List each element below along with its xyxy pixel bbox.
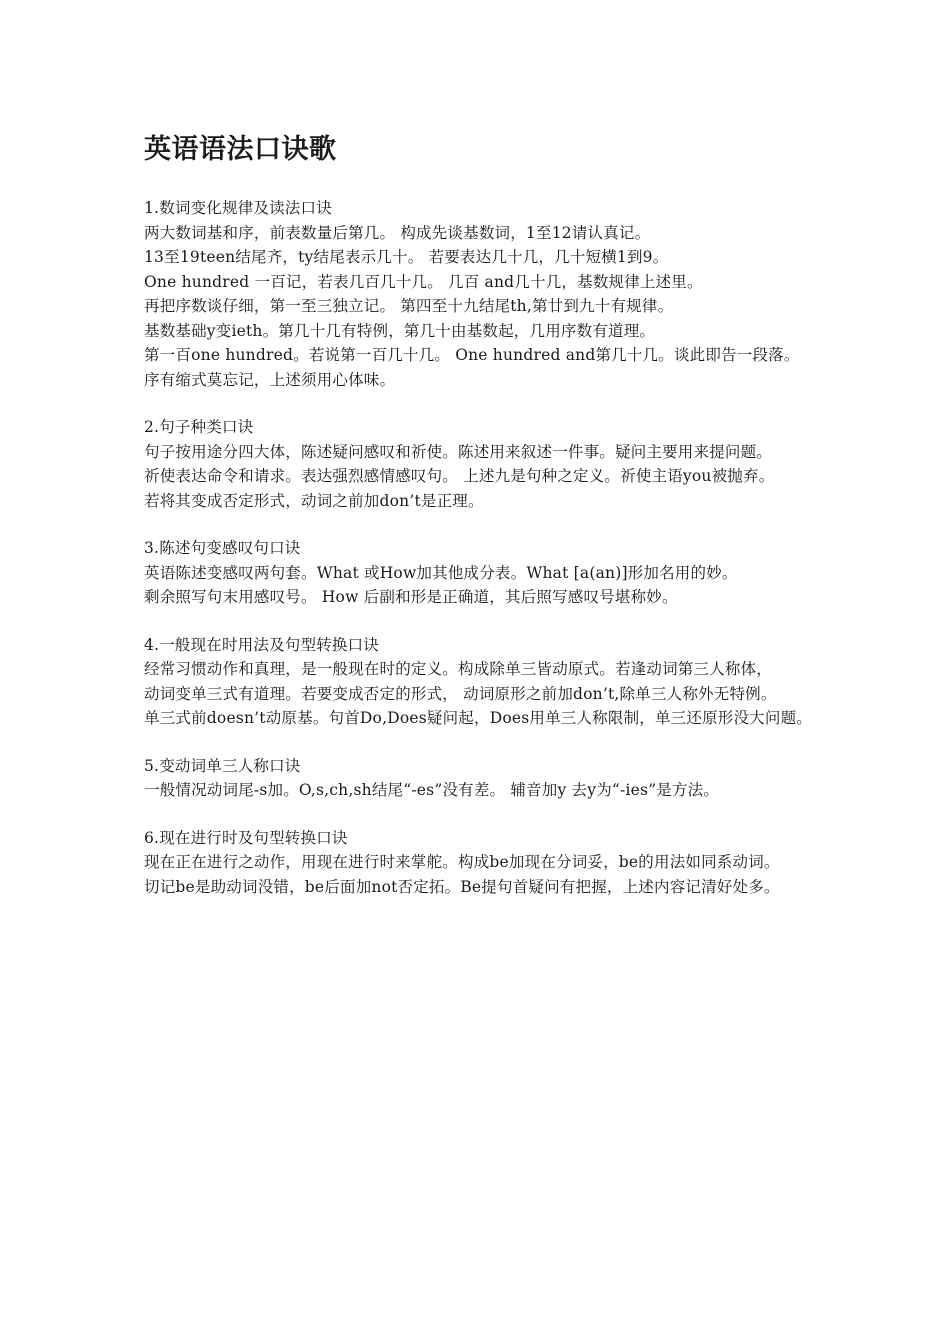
text-line: 英语陈述变感叹两句套。What 或How加其他成分表。What [a(an)]形加名用的妙。 bbox=[144, 563, 738, 582]
section-numerals bbox=[144, 196, 824, 392]
section-third-person bbox=[144, 754, 824, 803]
section-present-continuous bbox=[144, 826, 824, 900]
text-line: 单三式前doesn’t动原基。句首Do,Does疑问起，Does用单三人称限制，单三还原形没大问题。 bbox=[144, 709, 812, 727]
text-line: 再把序数谈仔细，第一至三独立记。 第四至十九结尾th,第廿到九十有规律。 bbox=[144, 297, 674, 315]
section-heading: 6.现在进行时及句型转换口诀 bbox=[144, 828, 348, 847]
text-line: 祈使表达命令和请求。表达强烈感情感叹句。 上述九是句种之定义。祈使主语you被抛弃。 bbox=[144, 467, 775, 485]
section-heading: 5.变动词单三人称口诀 bbox=[144, 756, 301, 775]
section-simple-present bbox=[144, 633, 824, 731]
document-page bbox=[144, 132, 824, 922]
text-line: 两大数词基和序，前表数量后第几。 构成先谈基数词，1至12请认真记。 bbox=[144, 223, 651, 242]
text-line: 一般情况动词尾-s加。O,s,ch,sh结尾“-es”没有差。 辅音加y 去y为“-ies”是方法。 bbox=[144, 781, 720, 799]
section-heading: 3.陈述句变感叹句口诀 bbox=[144, 539, 301, 557]
text-line: 现在正在进行之动作，用现在进行时来掌舵。构成be加现在分词妥，be的用法如同系动词。 bbox=[144, 853, 780, 871]
text-line: 句子按用途分四大体，陈述疑问感叹和祈使。陈述用来叙述一件事。疑问主要用来提问题。 bbox=[144, 442, 773, 461]
section-heading: 2.句子种类口诀 bbox=[144, 418, 254, 436]
section-heading: 1.数词变化规律及读法口诀 bbox=[144, 199, 332, 217]
text-line: 动词变单三式有道理。若要变成否定的形式， 动词原形之前加don’t,除单三人称外无特例。 bbox=[144, 684, 777, 703]
section-heading: 4.一般现在时用法及句型转换口诀 bbox=[144, 635, 379, 654]
text-line: 切记be是助动词没错，be后面加not否定拓。Be提句首疑问有把握，上述内容记清好处多。 bbox=[144, 877, 780, 896]
text-line: 剩余照写句末用感叹号。 How 后副和形是正确道，其后照写感叹号堪称妙。 bbox=[144, 588, 678, 606]
text-line: 13至19teen结尾齐，ty结尾表示几十。 若要表达几十几，几十短横1到9。 bbox=[144, 248, 669, 266]
document-title: 英语语法口诀歌 bbox=[144, 134, 337, 165]
text-line: 经常习惯动作和真理，是一般现在时的定义。构成除单三皆动原式。若逢动词第三人称体， bbox=[144, 660, 773, 678]
text-line: One hundred 一百记，若表几百几十几。 几百 and几十几，基数规律上述里。 bbox=[144, 272, 703, 291]
text-line: 序有缩式莫忘记，上述须用心体味。 bbox=[144, 370, 396, 389]
text-line: 基数基础y变ieth。第几十几有特例，第几十由基数起，几用序数有道理。 bbox=[144, 321, 656, 340]
text-line: 若将其变成否定形式，动词之前加don’t是正理。 bbox=[144, 491, 484, 510]
section-sentence-types bbox=[144, 415, 824, 513]
text-line: 第一百one hundred。若说第一百几十几。 One hundred and第几十几。谈此即告一段落。 bbox=[144, 346, 800, 364]
section-exclamatory bbox=[144, 536, 824, 610]
